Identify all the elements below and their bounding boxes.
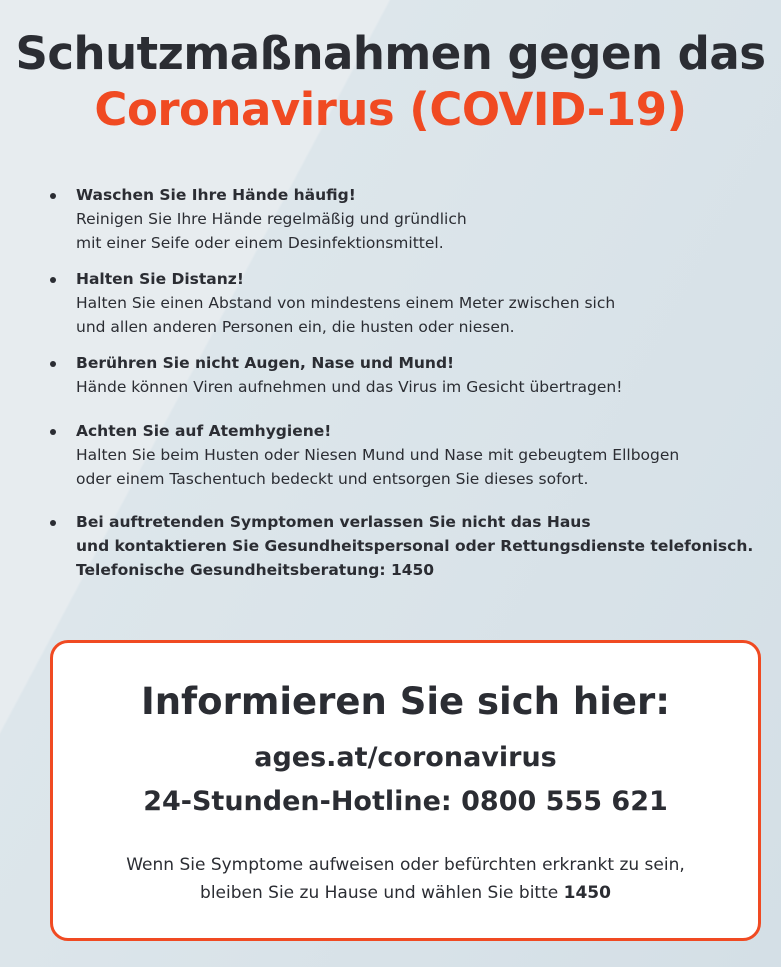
measure-text: Halten Sie einen Abstand von mindestens einem Meter zwischen sich [76, 294, 616, 312]
measure-text: und allen anderen Personen ein, die husten oder niesen. [76, 318, 515, 336]
measure-text: Hände können Viren aufnehmen und das Virus im Gesicht übertragen! [76, 378, 623, 396]
list-item [48, 183, 768, 255]
measures-list [48, 183, 768, 582]
list-item [48, 267, 768, 339]
measure-text: mit einer Seife oder einem Desinfektionsmittel. [76, 234, 444, 252]
measure-heading: Bei auftretenden Symptomen verlassen Sie nicht das Haus [76, 513, 591, 531]
list-item [48, 419, 768, 491]
measure-heading: Berühren Sie nicht Augen, Nase und Mund! [76, 354, 455, 372]
title-line-2: Coronavirus (COVID-19) [94, 83, 687, 136]
measure-heading: Halten Sie Distanz! [76, 270, 244, 288]
info-note-prefix: bleiben Sie zu Hause und wählen Sie bitte [200, 883, 564, 903]
title-line-1: Schutzmaßnahmen gegen das [15, 27, 766, 80]
measure-heading: Telefonische Gesundheitsberatung: 1450 [76, 561, 435, 579]
info-note-number: 1450 [563, 883, 611, 903]
list-item [48, 510, 768, 582]
info-title: Informieren Sie sich hier: [140, 680, 671, 723]
info-box [50, 640, 761, 941]
bullet-icon [50, 429, 56, 435]
info-note-line-2 [53, 879, 758, 907]
bullet-icon [50, 520, 56, 526]
measure-heading: und kontaktieren Sie Gesundheitspersonal oder Rettungsdienste telefonisch. [76, 537, 754, 555]
measure-text: Reinigen Sie Ihre Hände regelmäßig und gründlich [76, 210, 467, 228]
bullet-icon [50, 277, 56, 283]
page-title [0, 26, 781, 138]
info-url: ages.at/coronavirus [254, 742, 557, 773]
measure-text: oder einem Taschentuch bedeckt und entsorgen Sie dieses sofort. [76, 470, 589, 488]
measure-heading: Waschen Sie Ihre Hände häufig! [76, 186, 356, 204]
info-note [53, 851, 758, 907]
measure-heading: Achten Sie auf Atemhygiene! [76, 422, 332, 440]
hotline-number: 24-Stunden-Hotline: 0800 555 621 [143, 786, 668, 817]
bullet-icon [50, 361, 56, 367]
list-item [48, 351, 768, 399]
info-note-line-1: Wenn Sie Symptome aufweisen oder befürchten erkrankt zu sein, [126, 855, 685, 875]
measure-text: Halten Sie beim Husten oder Niesen Mund und Nase mit gebeugtem Ellbogen [76, 446, 680, 464]
bullet-icon [50, 193, 56, 199]
